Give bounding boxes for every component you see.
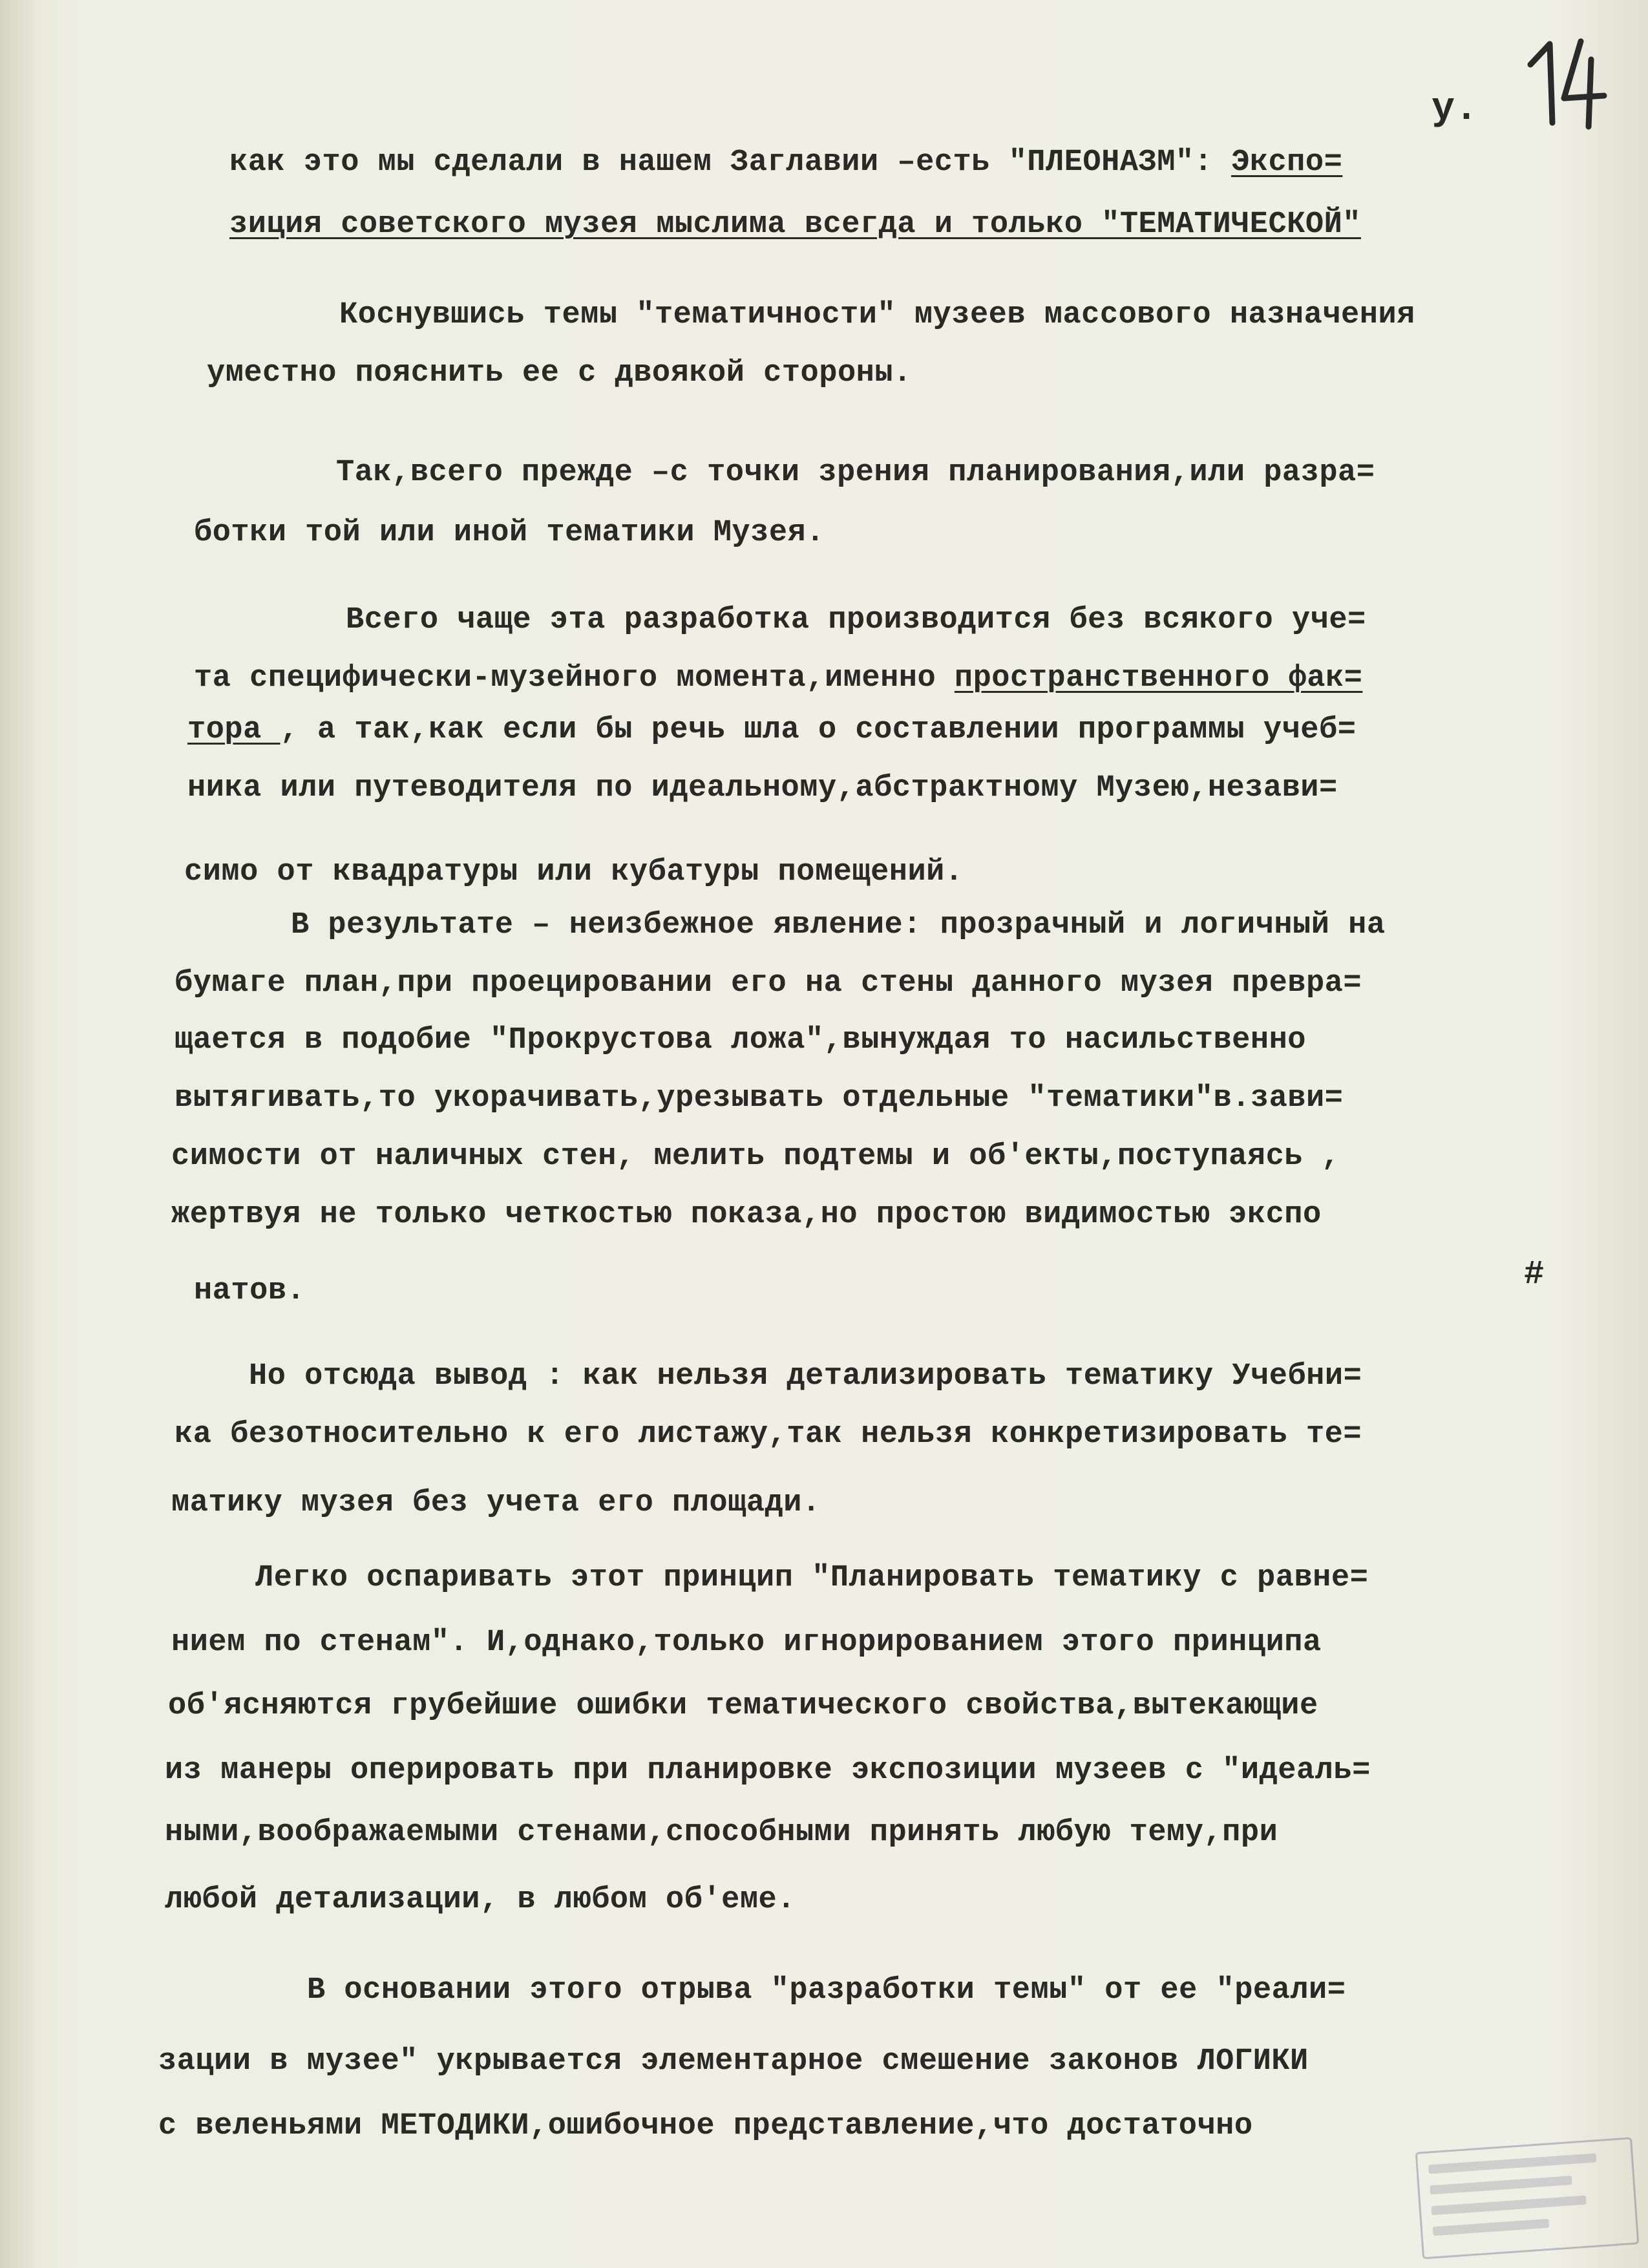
text-line: Но отсюда вывод : как нельзя детализировать тематику Учебни= [249,1359,1362,1394]
text-line: вытягивать,то укорачивать,урезывать отдельные "тематики"в.зави= [174,1081,1344,1116]
text-line: щается в подобие "Прокрустова ложа",вынуждая то насильственно [174,1023,1306,1057]
text-line: матику музея без учета его площади. [171,1486,821,1520]
text-line: бумаге план,при проецировании его на стены данного музея превра= [174,966,1362,1001]
text-line: ными,воображаемыми стенами,способными принять любую тему,при [165,1816,1278,1850]
text-line: из манеры оперировать при планировке экспозиции музеев с "идеаль= [165,1754,1371,1788]
text-line: зиция советского музея мыслима всегда и только "ТЕМАТИЧЕСКОЙ" [229,207,1361,242]
paper-edge-shadow [0,0,39,2268]
margin-mark: # [1524,1255,1545,1293]
text-line: ботки той или иной тематики Музея. [194,516,825,550]
text-line: натов. [194,1274,306,1308]
text-line: В основании этого отрыва "разработки темы" от ее "реали= [307,1973,1346,2008]
text-line: нием по стенам". И,однако,только игнорированием этого принципа [171,1626,1322,1660]
text-line: зации в музее" укрывается элементарное смешение законов ЛОГИКИ [158,2044,1309,2079]
text-line: Всего чаще эта разработка производится без всякого уче= [346,603,1366,637]
text-line: Легко оспаривать этот принцип "Планировать тематику с равне= [255,1561,1369,1595]
text-line: ника или путеводителя по идеальному,абстрактному Музею,незави= [187,771,1338,805]
text-line: тора , а так,как если бы речь шла о составлении программы учеб= [187,713,1357,747]
text-line: симо от квадратуры или кубатуры помещений. [184,855,964,889]
text-line: Коснувшись темы "тематичности" музеев массового назначения [339,298,1415,332]
text-line: как это мы сделали в нашем Заглавии –есть "ПЛЕОНАЗМ": Экспо= [229,145,1343,180]
archive-stamp [1415,2137,1640,2259]
text-line: та специфически-музейного момента,именно пространственного фак= [194,661,1363,695]
text-line: Так,всего прежде –с точки зрения планирования,или разра= [336,456,1375,490]
underlined-text: тора [187,713,280,747]
underlined-text: пространственного фак= [954,661,1363,695]
text-line: уместно пояснить ее с двоякой стороны. [207,356,912,390]
underlined-text: Экспо= [1231,145,1343,180]
corner-letter: у. [1431,87,1479,131]
text-line: об'ясняются грубейшие ошибки тематического свойства,вытекающие [168,1689,1318,1723]
text-line: В результате – неизбежное явление: прозрачный и логичный на [291,908,1386,942]
text-line: жертвуя не только четкостью показа,но простою видимостью экспо [171,1198,1322,1232]
handwritten-page-number [1519,26,1616,136]
text-line: с веленьями МЕТОДИКИ,ошибочное представление,что достаточно [158,2109,1253,2143]
text-line: ка безотносительно к его листажу,так нельзя конкретизировать те= [174,1417,1362,1452]
text-line: симости от наличных стен, мелить подтемы и об'екты,поступаясь , [171,1139,1340,1174]
text-line: любой детализации, в любом об'еме. [165,1883,796,1917]
